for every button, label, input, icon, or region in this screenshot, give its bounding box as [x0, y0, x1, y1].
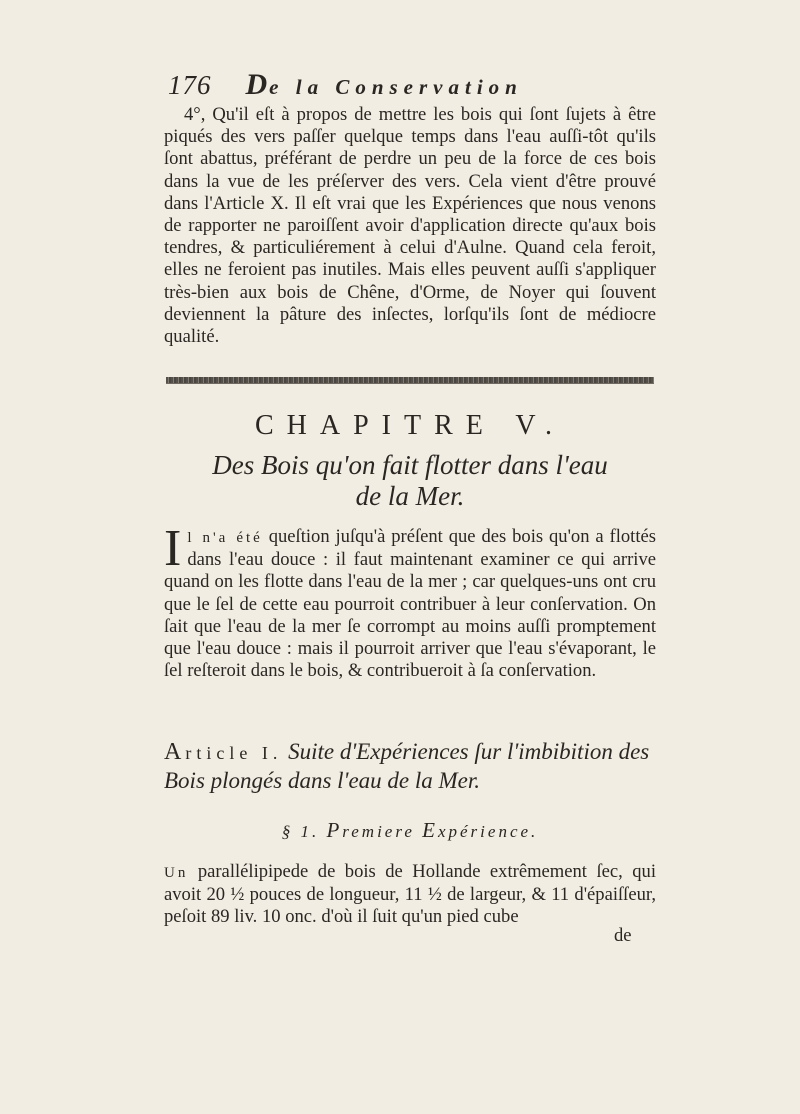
chapter-title: CHAPITRE V.	[254, 410, 565, 441]
article-heading	[164, 738, 660, 795]
paragraph-body: queſtion juſqu'à préſent que des bois qu'on a flottés dans l'eau douce : il faut maintenant examiner ce qui arrive quand on les flotte dans l'eau de la mer ; car quelques-uns ont cru que le ſel de cette eau pourroit contribuer à leur conſervation. On ſait que l'eau de la mer ſe corrompt au moins auſſi promptement que l'eau douce : mais il pourroit arriver que l'eau s'évaporant, le ſel reſteroit dans le bois, & contribueroit à ſa conſervation.	[164, 526, 656, 682]
paragraph-experiment	[164, 861, 656, 929]
section-title-initial: P	[326, 818, 343, 842]
chapter-subtitle	[164, 450, 656, 512]
paragraph-body: parallélipipede de bois de Hollande extrêmement ſec, qui avoit 20 ½ pouces de longueur, 11 ½ de largeur, & 11 d'épaiſſeur, peſoit 89 liv. 10 onc. d'où il ſuit qu'un pied cube	[164, 861, 656, 928]
catchword: de	[614, 925, 632, 946]
chapter-subtitle-line2: de la Mer.	[355, 481, 465, 511]
paragraph-lead: l n'a été	[187, 530, 263, 546]
section-number: § 1.	[281, 822, 320, 841]
running-head	[246, 68, 523, 102]
section-title-rest: remiere	[342, 822, 423, 841]
article-label-initial: A	[164, 739, 186, 765]
page-header	[168, 68, 638, 104]
drop-cap: I	[164, 520, 182, 577]
section-title-rest2: xpérience.	[437, 822, 539, 841]
ornamental-rule	[166, 377, 654, 384]
section-heading	[164, 818, 656, 843]
article-label	[164, 739, 283, 765]
paragraph-introduction	[164, 520, 656, 682]
article-title: Suite d'Expériences ſur l'imbibition des Bois plongés dans l'eau de la Mer.	[164, 739, 650, 793]
paragraph-conclusion: 4°, Qu'il eſt à propos de mettre les bois qui ſont ſujets à être piqués des vers paſſer quelque temps dans l'eau auſſi-tôt qu'ils ſont abattus, préférant de perdre un peu de la force de ces bois dans la vue de les préſerver des vers. Cela vient d'être prouvé dans l'Article X. Il eſt vrai que les Expériences que nous venons de rapporter ne paroiſſent avoir d'application directe qu'aux bois tendres, & particuliérement à celui d'Aulne. Quand cela feroit, elles ne feroient pas inutiles. Mais elles peuvent auſſi s'appliquer très-bien aux bois de Chêne, d'Orme, de Noyer qui ſouvent deviennent la pâture des inſectes, lorſqu'ils ſont de médiocre qualité.	[164, 104, 656, 348]
running-head-rest: e la Conservation	[269, 75, 523, 99]
running-head-initial: D	[245, 68, 270, 101]
section-title-initial2: E	[422, 818, 438, 842]
paragraph-lead: Un	[164, 865, 189, 881]
page-number: 176	[168, 70, 212, 100]
chapter-subtitle-line1: Des Bois qu'on fait flotter dans l'eau	[212, 450, 608, 480]
article-label-rest: rticle I.	[185, 743, 283, 763]
